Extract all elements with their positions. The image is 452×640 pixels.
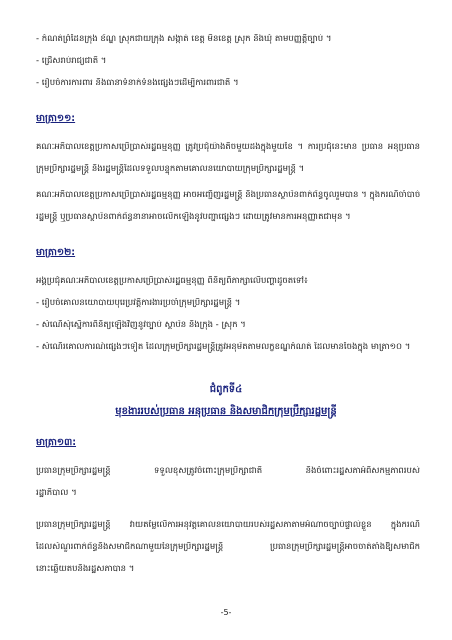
- bullet-line: - រៀបចំការការពារ និងធានាទំនាក់ទំនងផ្សេងៗដើម្បីការពារជាតិ ។: [36, 78, 239, 88]
- paragraph-line: ប្រធានក្រុមប្រឹក្សារដ្ឋមន្ត្រី ទទួលខុសត្រូវចំពោះក្រុមប្រឹក្សាជាតិ និងចំពោះរដ្ឋសភាអំពីសកម្មភាពរបស់: [36, 466, 420, 476]
- bullet-line: - សំណើរគោលការណ៍ផ្សេងៗទៀត ដែលក្រុមប្រឹក្សារដ្ឋមន្ត្រីត្រូវអនុម័តតាមលក្ខខណ្ឌកំណត់ ដែលមានចែងក្នុង មាត្រា១០ ។: [36, 342, 411, 352]
- article-13-heading: មាត្រា១៣:: [36, 437, 77, 448]
- page-number: -5-: [220, 608, 232, 617]
- paragraph-line: ក្រុមប្រឹក្សារដ្ឋមន្ត្រី និងរដ្ឋមន្ត្រីដែលទទួលបន្ទុកតាមគោលនយោបាយក្រុមប្រឹក្សារដ្ឋមន្ត្រី ។: [36, 164, 305, 174]
- paragraph-line: នោះឆ្លើយតបនឹងរដ្ឋសភាបាន ។: [36, 564, 135, 574]
- chapter-number: ជំពូកទី៤: [209, 384, 243, 395]
- article-11-heading: មាត្រា១១:: [36, 113, 76, 124]
- bullet-line: - កំណត់ព្រំដែនក្រុង ខ័ណ្ឌ ស្រុកជាយក្រុង សង្កាត់ ខេត្ត មិនខេត្ត ស្រុក និងឃុំ តាមបញ្ញត្តិច្បាប់ ។: [36, 34, 332, 44]
- paragraph-line: អង្គប្រជុំគណៈអភិបាលខេត្តប្រកាសប្រើប្រាស់រដ្ឋធម្មនុញ្ញ ពិនិត្យពិភាក្សាលើបញ្ហាដូចតទៅ៖: [36, 276, 308, 286]
- article-12-heading: មាត្រា១២:: [36, 247, 76, 258]
- paragraph-line: រដ្ឋមន្ត្រី ឬប្រធានស្ថាប័នពាក់ព័ន្ធនានាអាចលើកឡើងនូវបញ្ហាផ្សេងៗ ដោយត្រូវមានការអនុញ្ញាតជាមុន ។: [36, 212, 351, 222]
- paragraph-line: ដែលសំណួរពាក់ព័ន្ធនឹងសមាជិកណាមួយនៃក្រុមប្រឹក្សារដ្ឋមន្ត្រី ប្រធានក្រុមប្រឹក្សារដ្ឋមន្ត្រីអាចចាត់តាំងឱ្យសមាជិក: [36, 542, 420, 552]
- bullet-line: - ជ្រើសរាប់រាជ្យជាតិ ។: [36, 56, 107, 66]
- paragraph-line: គណៈអភិបាលខេត្តប្រកាសប្រើប្រាស់រដ្ឋធម្មនុញ្ញ អាចអញ្ជើញរដ្ឋមន្ត្រី និងប្រធានស្ថាប័នពាក់ព័ន្ធចូលរួមបាន ។ ក្នុងករណីចាំបាច់: [36, 190, 420, 200]
- chapter-title: មុខងាររបស់ប្រធាន អនុប្រធាន និងសមាជិកក្រុមប្រឹក្សារដ្ឋមន្ត្រី: [115, 406, 337, 417]
- bullet-line: - រៀបចំគោលនយោបាយបុរេប្រវត្តិការងារប្រចាំក្រុមប្រឹក្សារដ្ឋមន្ត្រី ។: [36, 298, 241, 308]
- bullet-line: - សំណើសុំស្នើការពិនិត្យឡើងវិញនូវច្បាប់ ស្ថាប័ន និងក្រុង - ស្រុក ។: [36, 320, 246, 330]
- paragraph-line: ប្រធានក្រុមប្រឹក្សារដ្ឋមន្ត្រី វាយតម្លៃលើការអនុវត្តគោលនយោបាយរបស់រដ្ឋសភាតាមអំណាចច្បាប់ផ្ទាល់ខ្លួន ក្នុងករណី: [36, 520, 420, 530]
- paragraph-line: គណៈអភិបាលខេត្តប្រកាសប្រើប្រាស់រដ្ឋធម្មនុញ្ញ ត្រូវប្រជុំយ៉ាងតិចមួយដងក្នុងមួយខែ ។ ការប្រជុំនេះមាន ប្រធាន អនុប្រធាន: [36, 142, 420, 152]
- paragraph-line: រដ្ឋាភិបាល ។: [36, 488, 77, 498]
